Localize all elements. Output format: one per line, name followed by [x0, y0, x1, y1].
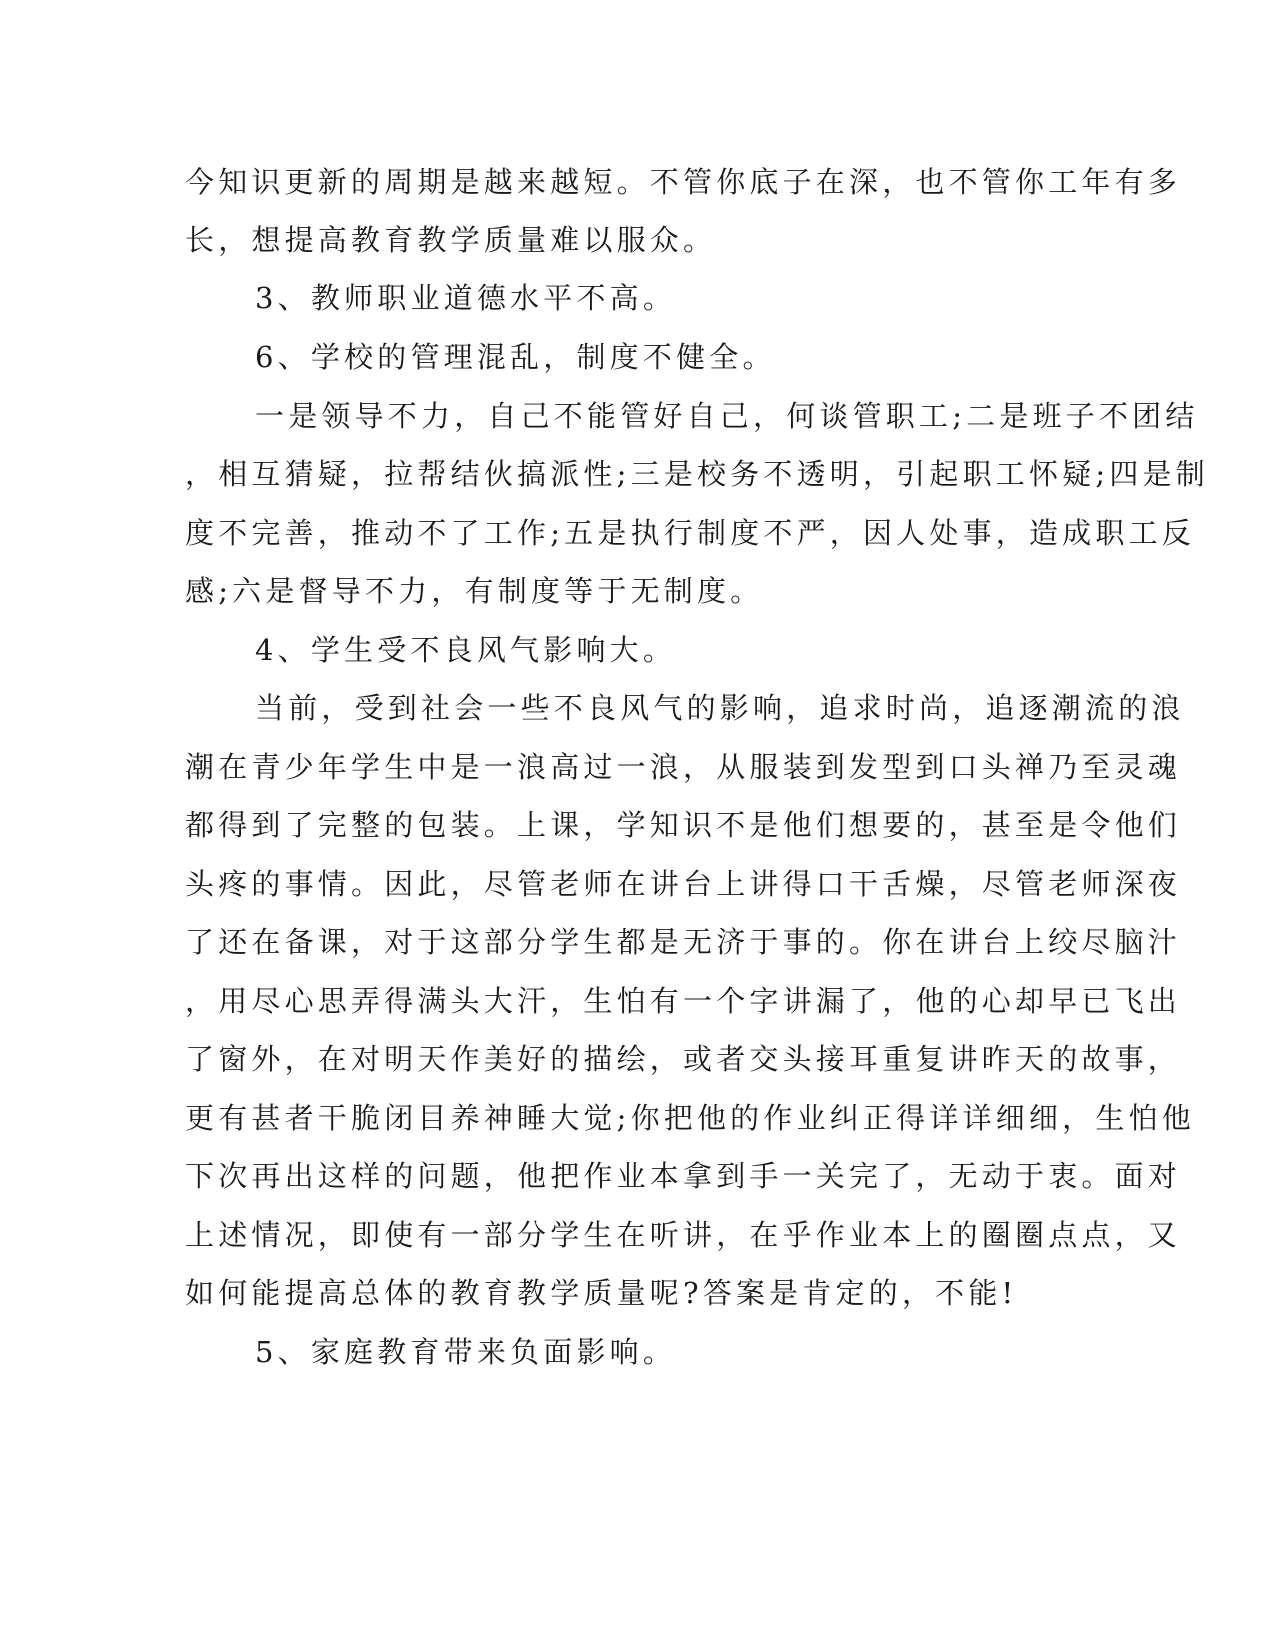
body-text-line: 当前，受到社会一些不良风气的影响，追求时尚，追逐潮流的浪: [255, 691, 1185, 725]
body-text-line: 如何能提高总体的教育教学质量呢?答案是肯定的，不能!: [185, 1276, 1018, 1310]
body-text-line: 下次再出这样的问题，他把作业本拿到手一关完了，无动于衷。面对: [185, 1159, 1182, 1193]
body-text-line: 头疼的事情。因此，尽管老师在讲台上讲得口干舌燥，尽管老师深夜: [185, 867, 1182, 901]
body-text-line: 上述情况，即使有一部分学生在听讲，在乎作业本上的圈圈点点，又: [185, 1218, 1182, 1252]
section-heading: 5、家庭教育带来负面影响。: [255, 1335, 677, 1369]
body-text-line: 一是领导不力，自己不能管好自己，何谈管职工;二是班子不团结: [255, 399, 1199, 433]
body-text-line: 感;六是督导不力，有制度等于无制度。: [185, 574, 764, 608]
body-text-line: 了还在备课，对于这部分学生都是无济于事的。你在讲台上绞尽脑汁: [185, 925, 1182, 959]
section-heading: 6、学校的管理混乱，制度不健全。: [255, 340, 776, 374]
section-heading: 3、教师职业道德水平不高。: [255, 281, 677, 315]
body-text-line: 长，想提高教育教学质量难以服众。: [185, 223, 717, 257]
body-text-line: 潮在青少年学生中是一浪高过一浪，从服装到发型到口头禅乃至灵魂: [185, 750, 1182, 784]
body-text-line: 都得到了完整的包装。上课，学知识不是他们想要的，甚至是令他们: [185, 808, 1182, 842]
body-text-line: 更有甚者干脆闭目养神睡大觉;你把他的作业纠正得详详细细，生怕他: [185, 1101, 1195, 1135]
body-text-line: ，相互猜疑，拉帮结伙搞派性;三是校务不透明，引起职工怀疑;四是制: [185, 457, 1209, 491]
section-heading: 4、学生受不良风气影响大。: [255, 633, 677, 667]
body-text-line: 度不完善，推动不了工作;五是执行制度不严，因人处事，造成职工反: [185, 516, 1195, 550]
body-text-line: ，用尽心思弄得满头大汗，生怕有一个字讲漏了，他的心却早已飞出: [185, 984, 1182, 1018]
body-text-line: 了窗外，在对明天作美好的描绘，或者交头接耳重复讲昨天的故事，: [185, 1042, 1182, 1076]
body-text-line: 今知识更新的周期是越来越短。不管你底子在深，也不管你工年有多: [185, 165, 1182, 199]
